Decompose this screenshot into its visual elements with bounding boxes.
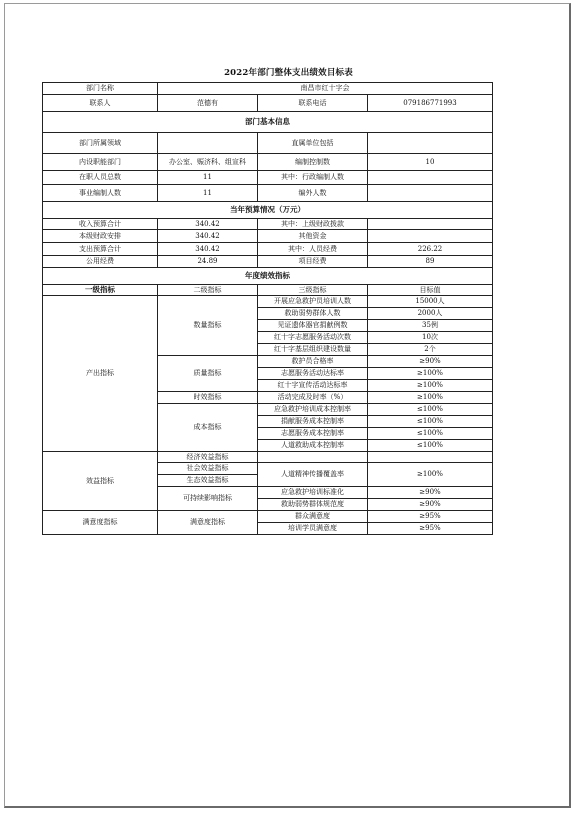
col-level3-header: 三级指标	[258, 285, 368, 296]
indicator-target: ≥95%	[368, 523, 493, 535]
level2-ecological: 生态效益指标	[158, 475, 258, 487]
direct-units-value	[368, 133, 493, 154]
expense-budget-value: 340.42	[158, 243, 258, 256]
level1-benefit: 效益指标	[43, 452, 158, 511]
income-budget-label: 收入预算合计	[43, 219, 158, 230]
local-fund-label: 本级财政安排	[43, 230, 158, 243]
personnel-label: 其中：人员经费	[258, 243, 368, 256]
level2-quality: 质量指标	[158, 356, 258, 392]
indicator-target: ≤100%	[368, 428, 493, 440]
col-level1-header: 一级指标	[43, 285, 158, 296]
total-staff-value: 11	[158, 171, 258, 185]
extra-staff-label: 编外人数	[258, 185, 368, 202]
internal-depts-value: 办公室、赈济科、组宣科	[158, 154, 258, 171]
local-fund-value: 340.42	[158, 230, 258, 243]
contact-value: 范德有	[158, 95, 258, 112]
public-expense-row	[43, 256, 493, 268]
other-fund-value	[368, 230, 493, 243]
indicator-name: 人道救助成本控制率	[258, 440, 368, 452]
expense-row	[43, 243, 493, 256]
level2-sustainable: 可持续影响指标	[158, 487, 258, 511]
contact-label: 联系人	[43, 95, 158, 112]
local-fund-row	[43, 230, 493, 243]
dept-name-row	[43, 83, 493, 95]
phone-label: 联系电话	[258, 95, 368, 112]
direct-units-label: 直属单位包括	[258, 133, 368, 154]
indicator-name: 应急救护培训标准化	[258, 487, 368, 499]
indicator-target: ≥100%	[368, 368, 493, 380]
indicator-target: 10次	[368, 332, 493, 344]
admin-staffing-value	[368, 171, 493, 185]
basic-info-header-row	[43, 112, 493, 133]
level2-social: 社会效益指标	[158, 463, 258, 475]
indicator-name: 见证遗体器官捐献例数	[258, 320, 368, 332]
public-expense-value: 24.89	[158, 256, 258, 268]
indicator-name: 活动完成及时率（%）	[258, 392, 368, 404]
perf-header: 年度绩效指标	[43, 268, 493, 285]
indicator-name: 捐献服务成本控制率	[258, 416, 368, 428]
indicator-name: 救护员合格率	[258, 356, 368, 368]
expense-budget-label: 支出预算合计	[43, 243, 158, 256]
indicator-target: ≥100%	[368, 392, 493, 404]
budget-header: 当年预算情况（万元）	[43, 202, 493, 219]
level2-cost: 成本指标	[158, 404, 258, 452]
perf-header-row	[43, 268, 493, 285]
other-fund-label: 其他资金	[258, 230, 368, 243]
internal-depts-row	[43, 154, 493, 171]
level2-timeliness: 时效指标	[158, 392, 258, 404]
personnel-value: 226.22	[368, 243, 493, 256]
indicator-target: ≤100%	[368, 440, 493, 452]
dept-name-label: 部门名称	[43, 83, 158, 95]
domain-label: 部门所属领域	[43, 133, 158, 154]
basic-info-header: 部门基本信息	[43, 112, 493, 133]
phone-value: 079186771993	[368, 95, 493, 112]
indicator-target: ≥100%	[368, 380, 493, 392]
indicator-name: 开展应急救护员培训人数	[258, 296, 368, 308]
perf-columns-row	[43, 285, 493, 296]
admin-staffing-label: 其中：行政编制人数	[258, 171, 368, 185]
superior-fund-value	[368, 219, 493, 230]
indicator-target: 15000人	[368, 296, 493, 308]
level1-output: 产出指标	[43, 296, 158, 452]
indicator-target: ≤100%	[368, 416, 493, 428]
table-row	[43, 296, 493, 308]
performance-table	[42, 82, 493, 535]
level2-satisfaction: 满意度指标	[158, 511, 258, 535]
project-expense-value: 89	[368, 256, 493, 268]
indicator-target: ≥90%	[368, 499, 493, 511]
internal-depts-label: 内设职能部门	[43, 154, 158, 171]
indicator-name: 红十字基层组织建设数量	[258, 344, 368, 356]
level1-satisfaction: 满意度指标	[43, 511, 158, 535]
indicator-name: 志愿服务成本控制率	[258, 428, 368, 440]
indicator-name-empty	[258, 452, 368, 463]
level2-economic: 经济效益指标	[158, 452, 258, 463]
indicator-target: ≥90%	[368, 487, 493, 499]
indicator-name: 培训学员满意度	[258, 523, 368, 535]
staffing-control-label: 编制控制数	[258, 154, 368, 171]
indicator-name: 红十字宣传活动达标率	[258, 380, 368, 392]
extra-staff-value	[368, 185, 493, 202]
indicator-name: 人道精神传播覆盖率	[258, 463, 368, 487]
domain-value	[158, 133, 258, 154]
indicator-name: 救助弱势群体人数	[258, 308, 368, 320]
career-staffing-label: 事业编制人数	[43, 185, 158, 202]
document-title: 2022年部门整体支出绩效目标表	[224, 68, 353, 78]
table-row	[43, 452, 493, 463]
career-staffing-row	[43, 185, 493, 202]
career-staffing-value: 11	[158, 185, 258, 202]
indicator-target-empty	[368, 452, 493, 463]
superior-fund-label: 其中：上级财政拨款	[258, 219, 368, 230]
indicator-target: ≤100%	[368, 404, 493, 416]
indicator-name: 救助弱势群体规范度	[258, 499, 368, 511]
budget-header-row	[43, 202, 493, 219]
domain-row	[43, 133, 493, 154]
public-expense-label: 公用经费	[43, 256, 158, 268]
indicator-target: 2000人	[368, 308, 493, 320]
income-budget-value: 340.42	[158, 219, 258, 230]
indicator-name: 志愿服务活动达标率	[258, 368, 368, 380]
income-row	[43, 219, 493, 230]
col-level2-header: 二级指标	[158, 285, 258, 296]
indicator-target: ≥100%	[368, 463, 493, 487]
total-staff-label: 在职人员总数	[43, 171, 158, 185]
indicator-target: ≥90%	[368, 356, 493, 368]
indicator-name: 群众满意度	[258, 511, 368, 523]
project-expense-label: 项目经费	[258, 256, 368, 268]
total-staff-row	[43, 171, 493, 185]
indicator-target: ≥95%	[368, 511, 493, 523]
indicator-name: 应急救护培训成本控制率	[258, 404, 368, 416]
indicator-name: 红十字志愿服务活动次数	[258, 332, 368, 344]
indicator-target: 35例	[368, 320, 493, 332]
indicator-target: 2个	[368, 344, 493, 356]
col-target-header: 目标值	[368, 285, 493, 296]
table-row	[43, 511, 493, 523]
staffing-control-value: 10	[368, 154, 493, 171]
level2-quantity: 数量指标	[158, 296, 258, 356]
contact-row	[43, 95, 493, 112]
dept-name-value: 南昌市红十字会	[158, 83, 493, 95]
